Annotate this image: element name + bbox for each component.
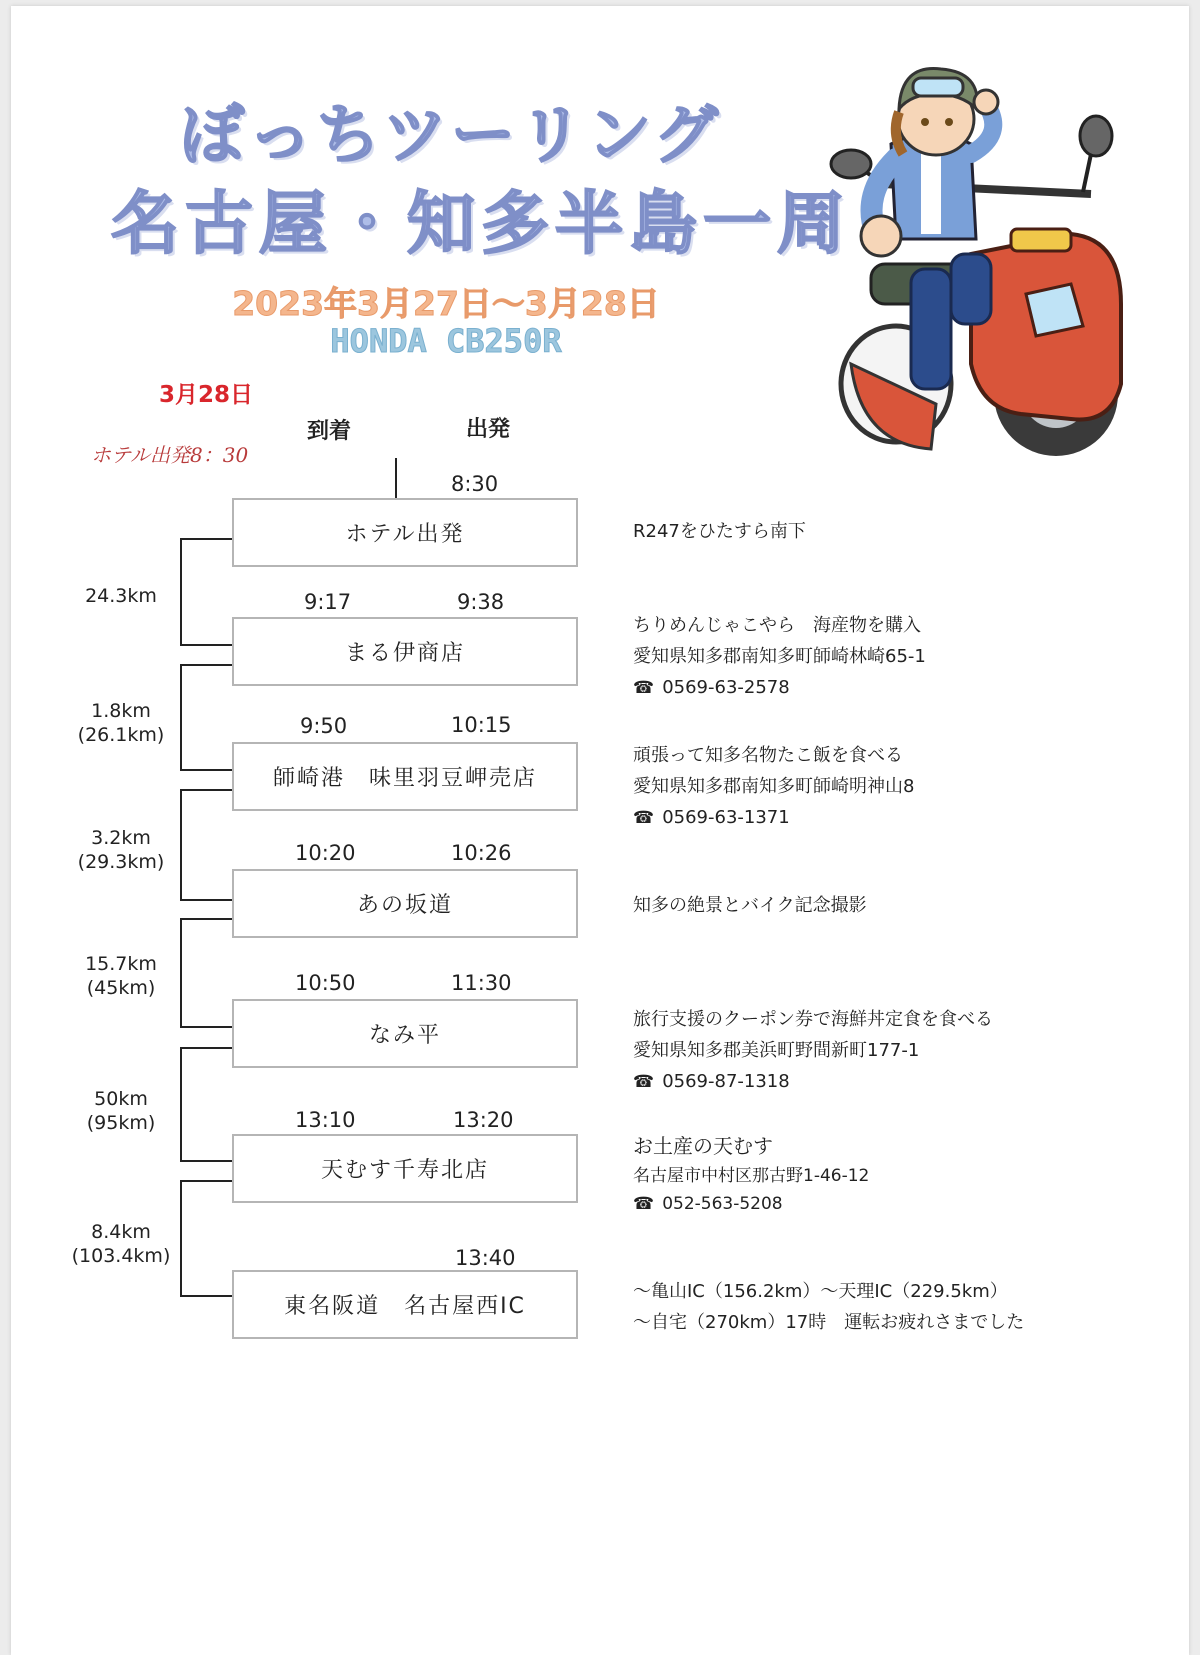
depart-time: 10:26 [451, 841, 512, 865]
stop-namihei: なみ平 [232, 999, 578, 1068]
note-hotel: R247をひたすら南下 [633, 521, 806, 542]
phone-icon: ☎ [633, 1194, 655, 1214]
note-slope: 知多の絶景とバイク記念撮影 [633, 895, 867, 916]
arrive-time: 9:50 [300, 714, 348, 738]
stop-nagoya-nishi-ic: 東名阪道 名古屋西IC [232, 1270, 578, 1339]
note-final: 〜亀山IC（156.2km）〜天理IC（229.5km） 〜自宅（270km）17時 運転お疲れさまでした [633, 1281, 1025, 1333]
distance-leg-6: 8.4km (103.4km) [71, 1221, 171, 1267]
stop-tenmusu: 天むす千寿北店 [232, 1134, 578, 1203]
arrive-time: 10:50 [295, 971, 356, 995]
phone-icon: ☎ [633, 808, 655, 828]
scooter-rider-illustration [821, 64, 1141, 484]
distance-leg-1: 24.3km [85, 585, 157, 607]
stop-hotel: ホテル出発 [232, 498, 578, 567]
distance-leg-2: 1.8km (26.1km) [77, 700, 165, 746]
title-line-1: ぼっちツーリング [180, 99, 722, 173]
day-label: 3月28日 [159, 382, 254, 408]
depart-time: 13:40 [455, 1246, 516, 1270]
arrive-time: 9:17 [304, 590, 352, 614]
phone-icon: ☎ [633, 1072, 655, 1092]
title-line-2: 名古屋・知多半島一周 [111, 185, 852, 264]
phone-icon: ☎ [633, 678, 655, 698]
distance-leg-4: 15.7km (45km) [85, 953, 157, 999]
start-connector [395, 458, 397, 498]
depart-time: 9:38 [457, 590, 505, 614]
itinerary-page [11, 6, 1189, 1655]
hotel-departure-note: ホテル出発8：30 [91, 443, 249, 467]
stop-slope: あの坂道 [232, 869, 578, 938]
note-namihei: 旅行支援のクーポン券で海鮮丼定食を食べる 愛知県知多郡美浜町野間新町177-1 ☎ 0569-87-1318 [633, 1004, 993, 1098]
stop-morozaki-port: 師崎港 味里羽豆岬売店 [232, 742, 578, 811]
stop-marui-shop: まる伊商店 [232, 617, 578, 686]
arrive-time: 13:10 [295, 1108, 356, 1132]
depart-time: 8:30 [451, 472, 499, 496]
date-range: 2023年3月27日〜3月28日 [232, 284, 660, 323]
note-morozaki: 頑張って知多名物たこ飯を食べる 愛知県知多郡南知多町師崎明神山8 ☎ 0569-63-1371 [633, 740, 914, 834]
note-marui: ちりめんじゃこやら 海産物を購入 愛知県知多郡南知多町師崎林崎65-1 ☎ 0569-63-2578 [633, 610, 926, 704]
column-header-arrive: 到着 [307, 419, 352, 444]
arrive-time: 10:20 [295, 841, 356, 865]
note-tenmusu: お土産の天むす 名古屋市中村区那古野1-46-12 ☎ 052-563-5208 [633, 1131, 869, 1218]
depart-time: 11:30 [451, 971, 512, 995]
depart-time: 10:15 [451, 713, 512, 737]
distance-leg-3: 3.2km (29.3km) [77, 827, 165, 873]
bike-model: HONDA CB250R [330, 322, 562, 360]
distance-leg-5: 50km (95km) [86, 1088, 156, 1134]
column-header-depart: 出発 [466, 417, 511, 442]
depart-time: 13:20 [453, 1108, 514, 1132]
